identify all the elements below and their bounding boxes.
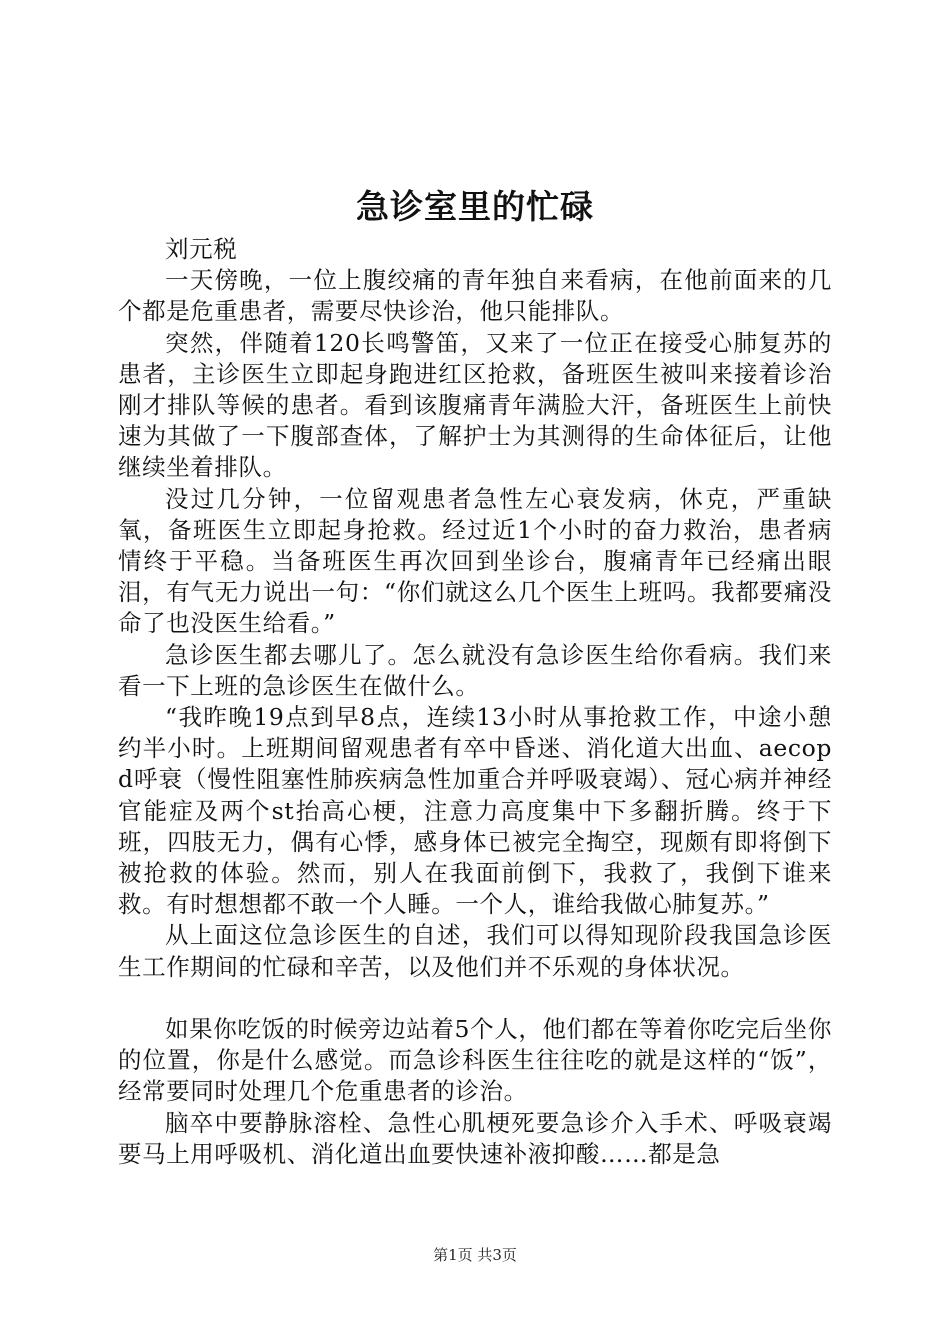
paragraph-spacer [118, 983, 832, 1014]
paragraph: 脑卒中要静脉溶栓、急性心肌梗死要急诊介入手术、呼吸衰竭要马上用呼吸机、消化道出血要快速补液抑酸……都是急 [118, 1108, 832, 1168]
author-line: 刘元税 [165, 235, 238, 263]
paragraph: 急诊医生都去哪儿了。怎么就没有急诊医生给你看病。我们来看一下上班的急诊医生在做什么。 [118, 640, 832, 700]
paragraph: “我昨晚19点到早8点，连续13小时从事抢救工作，中途小憩约半小时。上班期间留观患者有卒中昏迷、消化道大出血、aecopd呼衰（慢性阻塞性肺疾病急性加重合并呼吸衰竭）、冠心病并神经官能症及两个st抬高心梗，注意力高度集中下多翻折腾。终于下班，四肢无力，偶有心悸，感身体已被完全掏空，现颇有即将倒下被抢救的体验。然而，别人在我面前倒下，我救了，我倒下谁来救。有时想想都不敢一个人睡。一个人，谁给我做心肺复苏。” [118, 703, 832, 919]
paragraph: 没过几分钟，一位留观患者急性左心衰发病，休克，严重缺氧，备班医生立即起身抢救。经过近1个小时的奋力救治，患者病情终于平稳。当备班医生再次回到坐诊台，腹痛青年已经痛出眼泪，有气无力说出一句：“你们就这么几个医生上班吗。我都要痛没命了也没医生给看。” [118, 484, 832, 638]
paragraph: 从上面这位急诊医生的自述，我们可以得知现阶段我国急诊医生工作期间的忙碌和辛苦，以及他们并不乐观的身体状况。 [118, 921, 832, 981]
paragraph: 如果你吃饭的时候旁边站着5个人，他们都在等着你吃完后坐你的位置，你是什么感觉。而急诊科医生往往吃的就是这样的“饭”，经常要同时处理几个危重患者的诊治。 [118, 1015, 832, 1106]
document-body [118, 234, 832, 1170]
document-title: 急诊室里的忙碌 [356, 187, 594, 226]
page-footer: 第1页 共3页 [433, 1246, 517, 1264]
paragraph: 突然，伴随着120长鸣警笛，又来了一位正在接受心肺复苏的患者，主诊医生立即起身跑进红区抢救，备班医生被叫来接着诊治刚才排队等候的患者。看到该腹痛青年满脸大汗，备班医生上前快速为其做了一下腹部查体，了解护士为其测得的生命体征后，让他继续坐着排队。 [118, 328, 832, 482]
paragraph: 一天傍晚，一位上腹绞痛的青年独自来看病，在他前面来的几个都是危重患者，需要尽快诊治，他只能排队。 [118, 266, 832, 326]
